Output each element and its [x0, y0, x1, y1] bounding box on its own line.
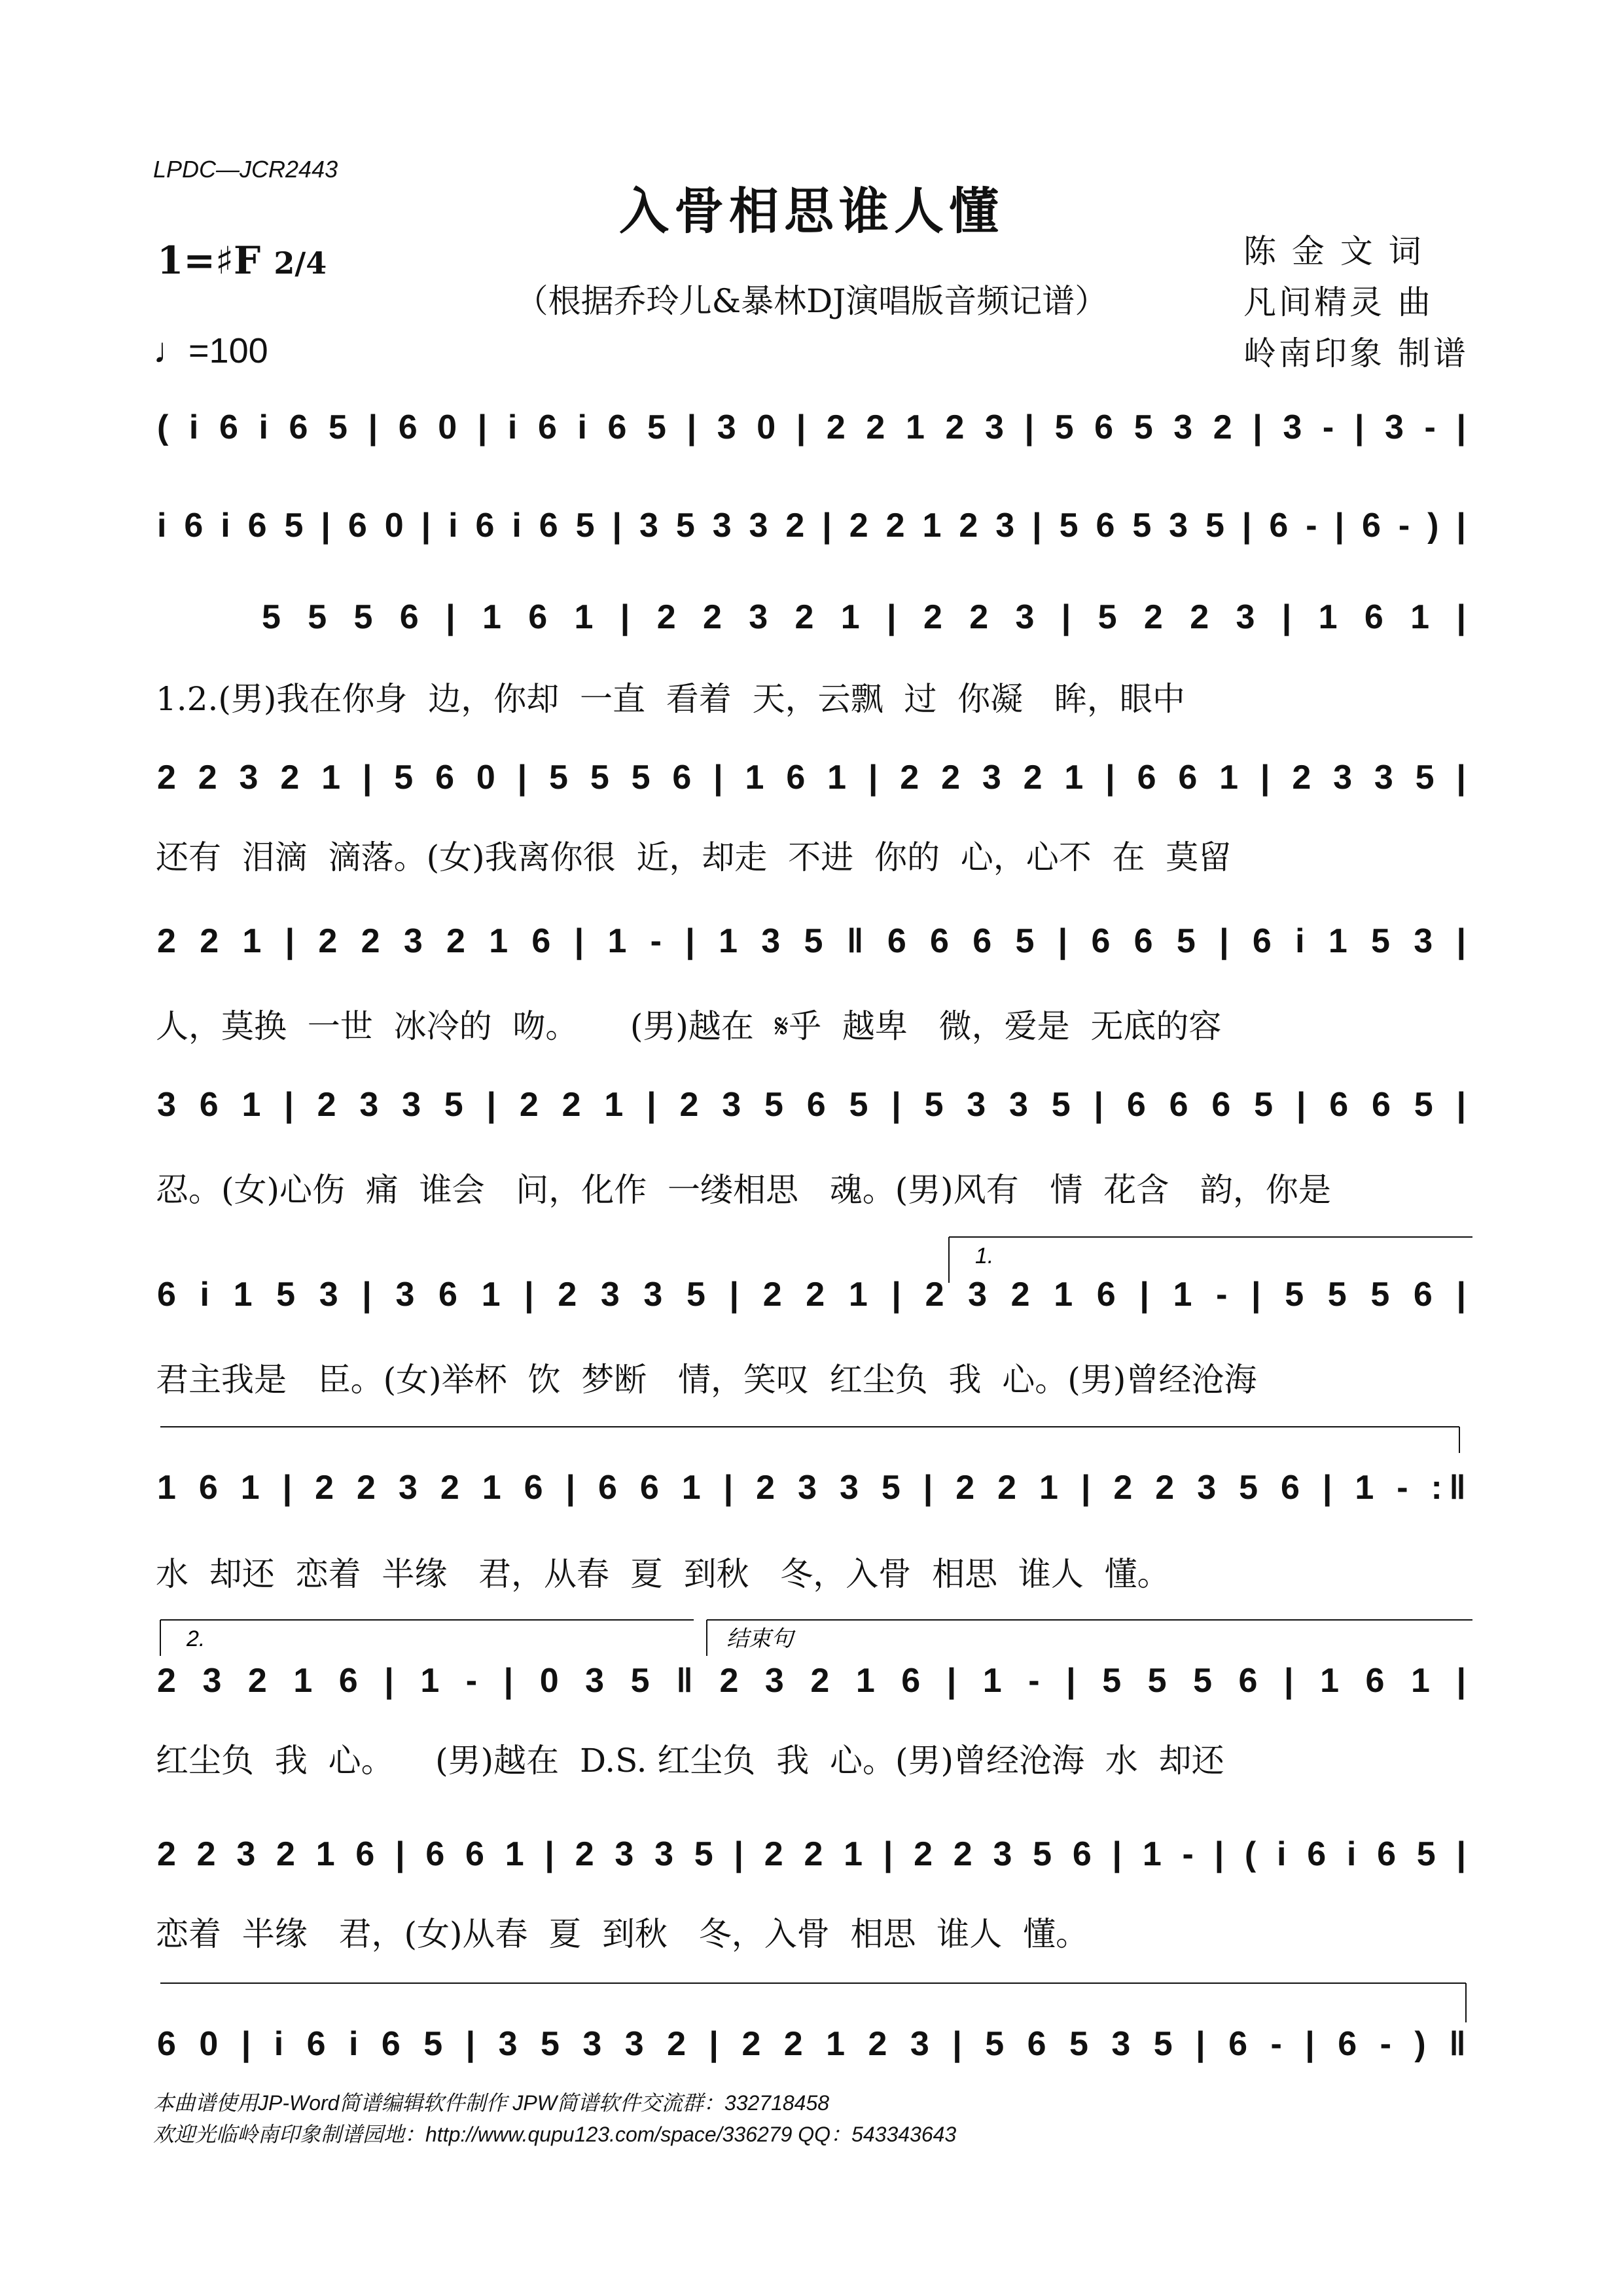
tempo-marking: ♩=100 [153, 331, 268, 370]
notation-line-1: ( i 6 i 6 5 | 6 0 | i 6 i 6 5 | 3 0 | 2 2 1 2 3 | 5 6 5 3 2 | 3 - | 3 - | [157, 408, 1466, 446]
subtitle: （根据乔玲儿&暴林DJ演唱版音频记谱） [515, 282, 1108, 320]
lyric-line-4: 忍。(女)心伤 痛 谁会 问，化作 一缕相思 魂。(男)风有 情 花含 韵，你是 [156, 1171, 1331, 1209]
notation-line-9: 2 3 2 1 6 | 1 - | 0 3 5 ‖ 2 3 2 1 6 | 1 - | 5 5 5 6 | 1 6 1 | [157, 1662, 1467, 1700]
footer-software-note: 本曲谱使用JP-Word简谱编辑软件制作 JPW简谱软件交流群：332718458 [153, 2091, 830, 2115]
notation-line-2: i 6 i 6 5 | 6 0 | i 6 i 6 5 | 3 5 3 3 2 | 2 2 1 2 3 | 5 6 5 3 5 | 6 - | 6 - ) | [157, 507, 1466, 545]
lyric-line-8: 恋着 半缘 君，(女)从春 夏 到秋 冬，入骨 相思 谁人 懂。 [156, 1915, 1089, 1953]
key-signature: 1=♯F [157, 238, 261, 283]
notation-line-8: 1 6 1 | 2 2 3 2 1 6 | 6 6 1 | 2 3 3 5 | 2 2 1 | 2 2 3 5 6 | 1 - :‖ [157, 1469, 1467, 1507]
ending-label: 结束句 [726, 1626, 793, 1652]
notation-line-10: 2 2 3 2 1 6 | 6 6 1 | 2 3 3 5 | 2 2 1 | 2 2 3 5 6 | 1 - | ( i 6 i 6 5 | [157, 1835, 1467, 1873]
song-title: 入骨相思谁人懂 [619, 182, 1004, 240]
arranger-credit: 岭南印象 制谱 [1243, 334, 1469, 372]
document-code: LPDC—JCR2443 [153, 156, 338, 183]
notation-line-11: 6 0 | i 6 i 6 5 | 3 5 3 3 2 | 2 2 1 2 3 | 5 6 5 3 5 | 6 - | 6 - ) ‖ [157, 2025, 1467, 2063]
volta-1-label: 1. [975, 1244, 994, 1268]
footer-website-note: 欢迎光临岭南印象制谱园地：http://www.qupu123.com/space/336279 QQ：543343643 [153, 2123, 957, 2146]
time-signature: 2/4 [274, 245, 327, 281]
notation-line-6: 3 6 1 | 2 3 3 5 | 2 2 1 | 2 3 5 6 5 | 5 3 3 5 | 6 6 6 5 | 6 6 5 | [157, 1086, 1466, 1124]
lyric-line-5: 君主我是 臣。(女)举杯 饮 梦断 情，笑叹 红尘负 我 心。(男)曾经沧海 [156, 1361, 1257, 1399]
lyric-line-3: 人，莫换 一世 冰冷的 吻。 (男)越在 𝄋乎 越卑 微，爱是 无底的容 [156, 1007, 1222, 1045]
composer-credit: 凡间精灵 曲 [1243, 283, 1433, 321]
lyricist-credit: 陈 金 文 词 [1243, 232, 1424, 270]
notation-line-3: 5 5 5 6 | 1 6 1 | 2 2 3 2 1 | 2 2 3 | 5 2 2 3 | 1 6 1 | [262, 598, 1466, 636]
lyric-line-1: 1.2.(男)我在你身 边，你却 一直 看着 天，云飘 过 你凝 眸，眼中 [156, 680, 1185, 718]
notation-line-7: 6 i 1 5 3 | 3 6 1 | 2 3 3 5 | 2 2 1 | 2 3 2 1 6 | 1 - | 5 5 5 6 | [157, 1276, 1466, 1314]
lyric-line-7: 红尘负 我 心。 (男)越在 D.S. 红尘负 我 心。(男)曾经沧海 水 却还 [156, 1742, 1224, 1780]
lyric-line-2: 还有 泪滴 滴落。(女)我离你很 近，却走 不进 你的 心，心不 在 莫留 [156, 838, 1232, 876]
notation-line-5: 2 2 1 | 2 2 3 2 1 6 | 1 - | 1 3 5 ‖ 6 6 6 5 | 6 6 5 | 6 i 1 5 3 | [157, 922, 1466, 960]
lyric-line-6: 水 却还 恋着 半缘 君，从春 夏 到秋 冬，入骨 相思 谁人 懂。 [156, 1555, 1170, 1593]
score-lines [157, 408, 1466, 2063]
notation-line-4: 2 2 3 2 1 | 5 6 0 | 5 5 5 6 | 1 6 1 | 2 2 3 2 1 | 6 6 1 | 2 3 3 5 | [157, 759, 1466, 797]
volta-2-label: 2. [187, 1626, 205, 1651]
